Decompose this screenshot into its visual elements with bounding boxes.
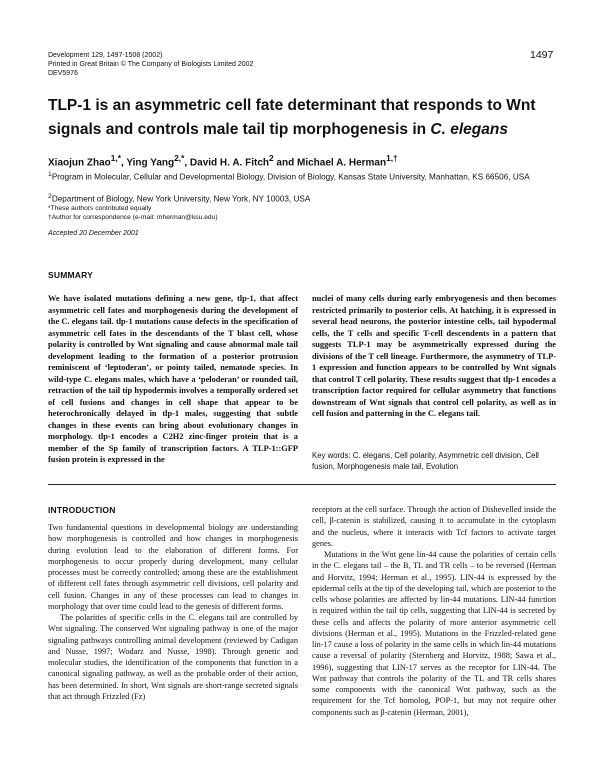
introduction-heading: INTRODUCTION: [48, 505, 116, 515]
equal-contribution-note: *These authors contributed equally: [48, 205, 152, 212]
intro-paragraph-2: The polarities of specific cells in the C. elegans tail are controlled by Wnt signaling. The conserved Wnt signaling pathway is one of the major signaling pathways controlling animal development (reviewed by Cadigan and Nusse, 1997; Wodarz and Nusse, 1998). Through genetic and molecular studies, the identification of the components that function in a canonical signaling pathway, as well as the probable order of their action, has been determined. In short, Wnt signals are short-range secreted signals that act through Frizzled (Fz): [48, 613, 298, 701]
title-species: C. elegans: [430, 121, 508, 138]
article-title: [48, 94, 568, 142]
author-fitch-sup: 2: [269, 153, 274, 163]
intro-paragraph-4: Mutations in the Wnt gene lin-44 cause the polarities of certain cells in the C. elegans tail – the B, TL and TR cells – to be reversed (Herman and Horvitz, 1994; Herman et al., 1995). LIN-44 is expressed by the epidermal cells at the tip of the developing tail, which are posterior to the cells whose polarities are affected by lin-44 mutations. LIN-44 function is required within the tail tip cells, suggesting that LIN-44 is secreted by these cells and affects the polarity of more anterior asymmetric cell divisions (Herman et al., 1995). Mutations in the Frizzled-related gene lin-17 cause a loss of polarity in the same cells in which lin-44 mutations cause a reversal of polarity (Sternberg and Horvitz, 1988; Sawa et al., 1996), suggesting that LIN-17 serves as the receptor for LIN-44. The Wnt pathway that controls the polarity of the TL and TR cells shares some components with the canonical Wnt pathway, such as the requirement for the Tcf homolog, POP-1, but may not require other components such as β-catenin (Herman, 2001),: [312, 550, 556, 717]
introduction-left-column: [48, 522, 298, 702]
author-herman-sup: 1,†: [386, 153, 398, 163]
introduction-right-column: [312, 504, 556, 718]
author-notes: [48, 204, 218, 222]
affiliation-2-text: Department of Biology, New York University, New York, NY 10003, USA: [51, 194, 311, 204]
author-fitch: David H. A. Fitch: [189, 157, 269, 169]
intro-paragraph-3: receptors at the cell surface. Through the action of Dishevelled inside the cell, β-catenin is stabilized, causing it to accumulate in the cytoplasm and the nucleus, where it interacts with Tcf factors to activate target genes.: [312, 505, 556, 548]
author-yang: Ying Yang: [126, 157, 175, 169]
author-zhao: Xiaojun Zhao: [48, 157, 111, 169]
intro-paragraph-1: Two fundamental questions in developmental biology are understanding how morphogenesis is controlled and how changes in morphogenesis during evolution lead to the elaboration of different forms. For morphogenesis to occur properly during development, many cellular processes must be correctly controlled; among these are the establishment of different cell fates through asymmetric cell divisions, cell polarity and cell fusion. Changes in any of these processes can lead to changes in morphology that over time could lead to the genesis of different forms.: [48, 523, 298, 611]
correspondence-note: †Author for correspondence (e-mail: mherman@ksu.edu): [48, 214, 218, 221]
summary-heading: SUMMARY: [48, 270, 93, 280]
keywords-text: C. elegans, Cell polarity, Asymmetric cell division, Cell fusion, Morphogenesis male tail, Evolution: [312, 451, 539, 471]
author-list: Xiaojun Zhao$^{1,*}$, Ying Yang$^{2,*}$, David H. A. Fitch$^2$ and Michael A. Herman$^{1,\dagger}$: [48, 153, 398, 169]
section-divider: [48, 484, 556, 485]
journal-copyright: Printed in Great Britain © The Company of Biologists Limited 2002: [48, 61, 254, 68]
author-and: and: [276, 157, 295, 169]
summary-right-column: nuclei of many cells during early embryogenesis and then becomes restricted primarily to posterior cells. At hatching, it is expressed in several head neurons, the posterior intestine cells, tail hypodermal cells, the T cells and specific T-cell descendents in a pattern that suggests TLP-1 may be asymmetrically expressed during the divisions of the T cell lineage. Furthermore, the asymmetry of TLP-1 expression and function appears to be controlled by Wnt signals that control T cell polarity. These results suggest that tlp-1 encodes a transcription factor required for cellular asymmetry that functions downstream of Wnt signals that control cell polarity, as well as in cell fusion and patterning in the C. elegans tail.: [312, 294, 556, 418]
title-main: TLP-1 is an asymmetric cell fate determinant that responds to Wnt signals and controls male tail tip morphogenesis in: [48, 97, 536, 138]
affiliation-2-sup: 2: [48, 193, 52, 200]
author-zhao-sup: 1,*: [110, 153, 121, 163]
author-yang-sup: 2,*: [174, 153, 185, 163]
keywords-label: Key words:: [312, 451, 353, 460]
keywords: [312, 451, 556, 472]
accepted-date: Accepted 20 December 2001: [48, 230, 139, 237]
author-herman: Michael A. Herman: [296, 157, 387, 169]
affiliation-1-text: Program in Molecular, Cellular and Developmental Biology, Division of Biology, Kansas State University, Manhattan, KS 66506, USA: [51, 172, 530, 182]
journal-header: [48, 51, 253, 78]
journal-citation: Development 129, 1497-1508 (2002): [48, 52, 163, 59]
affiliation-1-sup: 1: [48, 171, 52, 178]
affiliation-1: [48, 170, 568, 183]
page-number: 1497: [530, 49, 554, 61]
journal-code: DEV5976: [48, 70, 78, 77]
summary-left-column: We have isolated mutations defining a new gene, tlp-1, that affect asymmetric cell fates and morphogenesis during the development of the C. elegans tail. tlp-1 mutations cause defects in the specification of asymmetric cell fates in the descendants of the T blast cell, whose polarity is controlled by Wnt signaling and cause abnormal male tail development leading to the formation of a posterior protrusion reminiscent of ‘leptoderan’, or pointy tailed, nematode species. In wild-type C. elegans males, which have a ‘peloderan’ or rounded tail, retraction of the tail tip hypodermis involves a temporally ordered set of cell fusions and changes in cell shape that appear to be heterochronically delayed in tlp-1 males, suggesting that subtle changes in these events can bring about evolutionary changes in morphology. tlp-1 encodes a C2H2 zinc-finger protein that is a member of the Sp family of transcription factors. A TLP-1::GFP fusion protein is expressed in the: [48, 294, 298, 464]
